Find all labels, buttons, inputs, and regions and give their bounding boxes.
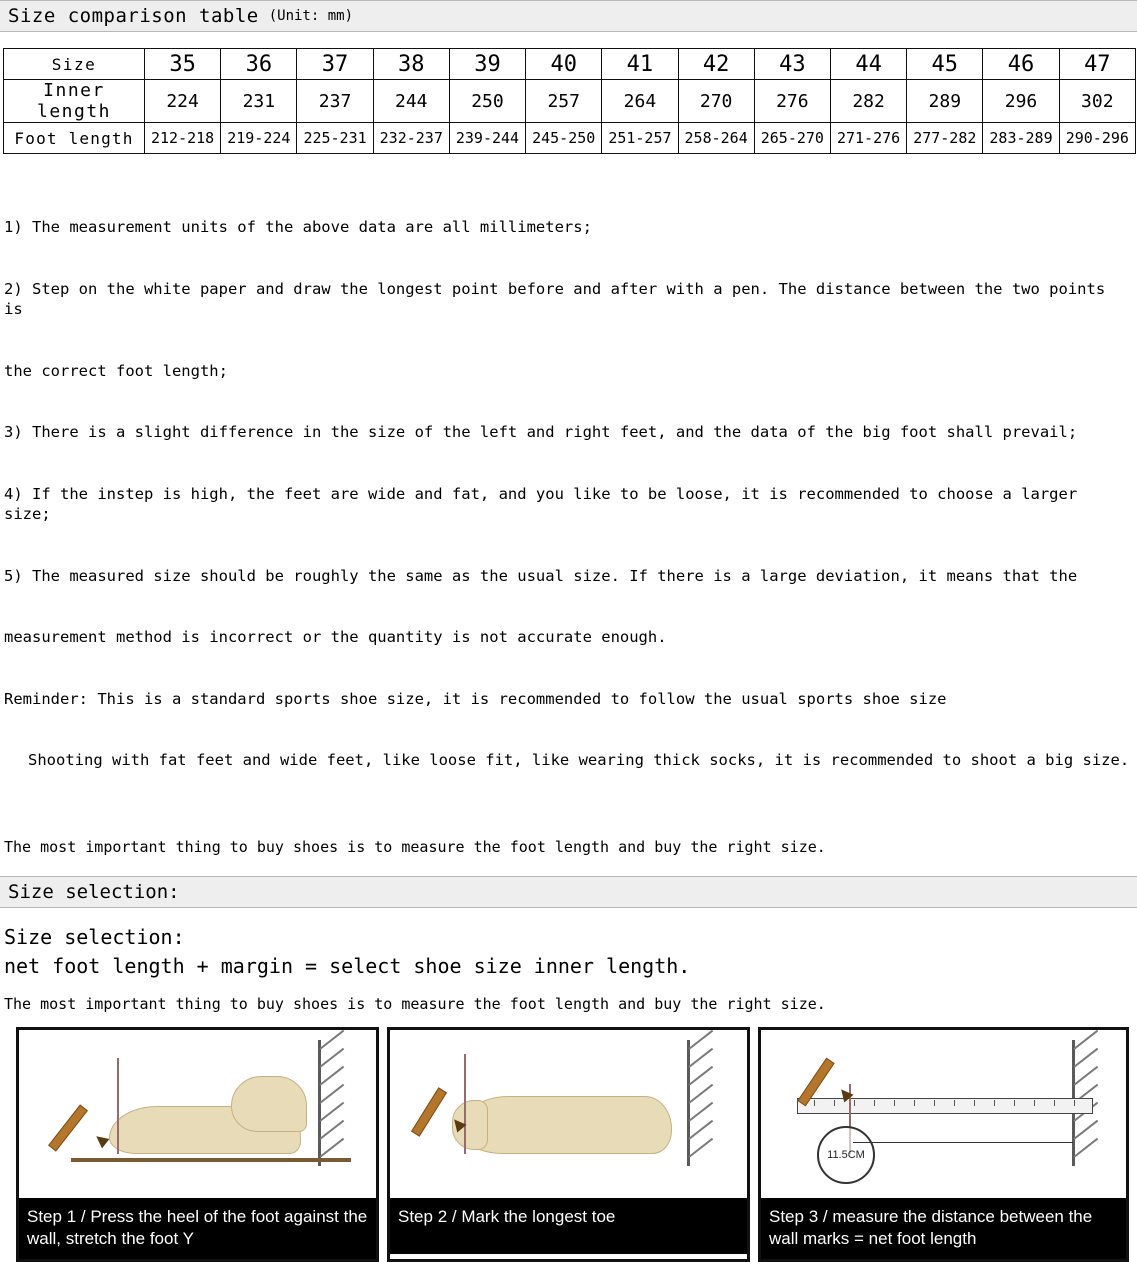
wall-icon [318, 1040, 352, 1170]
cell-size: 40 [526, 49, 602, 80]
cell-inner-length: 237 [297, 80, 373, 123]
size-selection-heading: Size selection: [4, 924, 185, 949]
row-header-foot-length: Foot length [4, 123, 145, 154]
size-selection-block [4, 924, 1137, 979]
pen-icon [48, 1104, 88, 1151]
cell-inner-length: 244 [373, 80, 449, 123]
step-1-caption: Step 1 / Press the heel of the foot against the wall, stretch the foot Y [19, 1198, 376, 1259]
step-card-3 [758, 1027, 1129, 1262]
note-line-1: 1) The measurement units of the above data are all millimeters; [4, 218, 592, 236]
pen-guide-line [464, 1054, 466, 1154]
cell-inner-length: 270 [678, 80, 754, 123]
cell-foot-length: 290-296 [1059, 123, 1135, 154]
size-comparison-table [3, 48, 1136, 154]
cell-size: 38 [373, 49, 449, 80]
cell-inner-length: 224 [145, 80, 221, 123]
measure-span-line [853, 1142, 1073, 1143]
cell-foot-length: 232-237 [373, 123, 449, 154]
cell-foot-length: 212-218 [145, 123, 221, 154]
pen-tip-icon [93, 1131, 110, 1148]
cell-inner-length: 250 [449, 80, 525, 123]
cell-size: 46 [983, 49, 1059, 80]
cell-inner-length: 289 [907, 80, 983, 123]
wall-icon [687, 1040, 721, 1170]
cell-inner-length: 257 [526, 80, 602, 123]
cell-inner-length: 264 [602, 80, 678, 123]
cell-foot-length: 251-257 [602, 123, 678, 154]
header-bar [0, 0, 1137, 32]
step-2-caption: Step 2 / Mark the longest toe [390, 1198, 747, 1254]
note-line-5: 5) The measured size should be roughly the same as the usual size. If there is a large deviation, it means that the [4, 566, 1078, 585]
cell-foot-length: 258-264 [678, 123, 754, 154]
table-row-size [4, 49, 1136, 80]
size-selection-formula: net foot length + margin = select shoe size inner length. [4, 953, 691, 978]
step-2-illustration [390, 1030, 747, 1198]
cell-size: 44 [830, 49, 906, 80]
step-card-1 [16, 1027, 379, 1262]
steps-row [16, 1027, 1137, 1262]
step-card-2 [387, 1027, 750, 1262]
cell-size: 37 [297, 49, 373, 80]
ground-line [71, 1158, 351, 1162]
note-line-5b: measurement method is incorrect or the quantity is not accurate enough. [4, 628, 667, 646]
section-bar-size-selection [0, 876, 1137, 908]
cell-foot-length: 225-231 [297, 123, 373, 154]
measurement-badge: 11.5CM [817, 1126, 875, 1184]
note-reminder: Reminder: This is a standard sports shoe size, it is recommended to follow the usual sports shoe size [4, 689, 947, 708]
row-header-inner-length: Inner length [4, 80, 145, 123]
cell-size: 42 [678, 49, 754, 80]
table-row-inner-length [4, 80, 1136, 123]
cell-foot-length: 283-289 [983, 123, 1059, 154]
unit-label: (Unit: mm) [268, 7, 354, 24]
cell-size: 41 [602, 49, 678, 80]
cell-size: 43 [754, 49, 830, 80]
cell-foot-length: 265-270 [754, 123, 830, 154]
step-1-illustration [19, 1030, 376, 1198]
pen-guide-line [117, 1058, 119, 1154]
step-3-illustration [761, 1030, 1126, 1198]
table-row-foot-length [4, 123, 1136, 154]
note-line-4: 4) If the instep is high, the feet are wide and fat, and you like to be loose, it is recommended to choose a larger size; [4, 484, 1087, 523]
section-title: Size selection: [8, 880, 180, 903]
cell-foot-length: 245-250 [526, 123, 602, 154]
note-line-2: 2) Step on the white paper and draw the longest point before and after with a pen. The distance between the two points is [4, 279, 1115, 318]
lead-text-2: The most important thing to buy shoes is to measure the foot length and buy the right size. [4, 994, 826, 1013]
notes-block [4, 176, 1133, 812]
ankle-icon [231, 1076, 307, 1132]
size-table-wrap [0, 48, 1137, 154]
cell-inner-length: 231 [221, 80, 297, 123]
cell-inner-length: 276 [754, 80, 830, 123]
foot-icon [460, 1096, 672, 1154]
lead-text: The most important thing to buy shoes is to measure the foot length and buy the right size. [4, 837, 826, 856]
pen-icon [411, 1087, 447, 1136]
note-shooting: Shooting with fat feet and wide feet, like loose fit, like wearing thick socks, it is recommended to shoot a big size. [28, 751, 1130, 769]
cell-size: 36 [221, 49, 297, 80]
cell-foot-length: 271-276 [830, 123, 906, 154]
cell-foot-length: 277-282 [907, 123, 983, 154]
cell-size: 47 [1059, 49, 1135, 80]
cell-size: 39 [449, 49, 525, 80]
cell-size: 35 [145, 49, 221, 80]
cell-foot-length: 219-224 [221, 123, 297, 154]
cell-foot-length: 239-244 [449, 123, 525, 154]
row-header-size: Size [4, 49, 145, 80]
cell-inner-length: 302 [1059, 80, 1135, 123]
cell-inner-length: 296 [983, 80, 1059, 123]
note-line-2b: the correct foot length; [4, 361, 228, 380]
cell-size: 45 [907, 49, 983, 80]
step-3-caption: Step 3 / measure the distance between the wall marks = net foot length [761, 1198, 1126, 1259]
note-line-3: 3) There is a slight difference in the size of the left and right feet, and the data of the big foot shall prevail; [4, 423, 1078, 441]
page-title: Size comparison table [8, 5, 259, 27]
cell-inner-length: 282 [830, 80, 906, 123]
